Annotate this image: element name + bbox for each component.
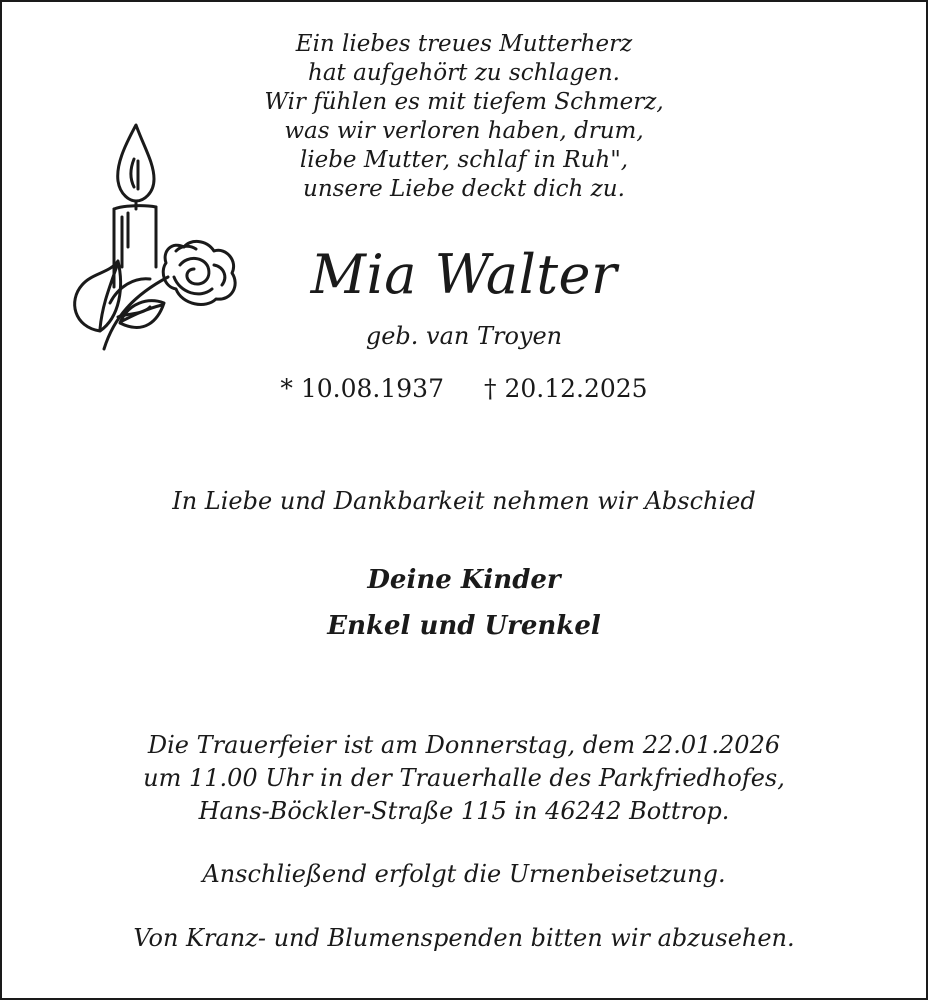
candle-rose-icon bbox=[64, 117, 240, 353]
family-line: Deine Kinder bbox=[367, 565, 561, 595]
service-line: Hans-Böckler-Straße 115 in 46242 Bottrop. bbox=[198, 797, 730, 825]
birth-name: geb. van Troyen bbox=[365, 322, 563, 350]
poem-line: unsere Liebe deckt dich zu. bbox=[303, 176, 625, 202]
service-notice bbox=[2, 729, 926, 828]
poem-line: was wir verloren haben, drum, bbox=[284, 118, 644, 144]
poem-line: Wir fühlen es mit tiefem Schmerz, bbox=[264, 89, 664, 115]
birth-date: * 10.08.1937 bbox=[280, 374, 444, 403]
service-line: um 11.00 Uhr in der Trauerhalle des Parkfriedhofes, bbox=[143, 764, 785, 792]
family-signature bbox=[2, 557, 926, 649]
life-dates bbox=[2, 372, 926, 406]
deceased-name: Mia Walter bbox=[310, 243, 618, 306]
death-date: † 20.12.2025 bbox=[484, 374, 648, 403]
urn-note: Anschließend erfolgt die Urnenbeisetzung. bbox=[202, 860, 726, 888]
donations-note: Von Kranz- und Blumenspenden bitten wir abzusehen. bbox=[133, 924, 795, 952]
family-line: Enkel und Urenkel bbox=[327, 611, 601, 641]
farewell-line: In Liebe und Dankbarkeit nehmen wir Abschied bbox=[172, 487, 756, 515]
service-line: Die Trauerfeier ist am Donnerstag, dem 22.01.2026 bbox=[147, 731, 781, 759]
poem-line: hat aufgehört zu schlagen. bbox=[308, 60, 620, 86]
poem-line: Ein liebes treues Mutterherz bbox=[295, 31, 633, 57]
poem-line: liebe Mutter, schlaf in Ruh", bbox=[299, 147, 629, 173]
